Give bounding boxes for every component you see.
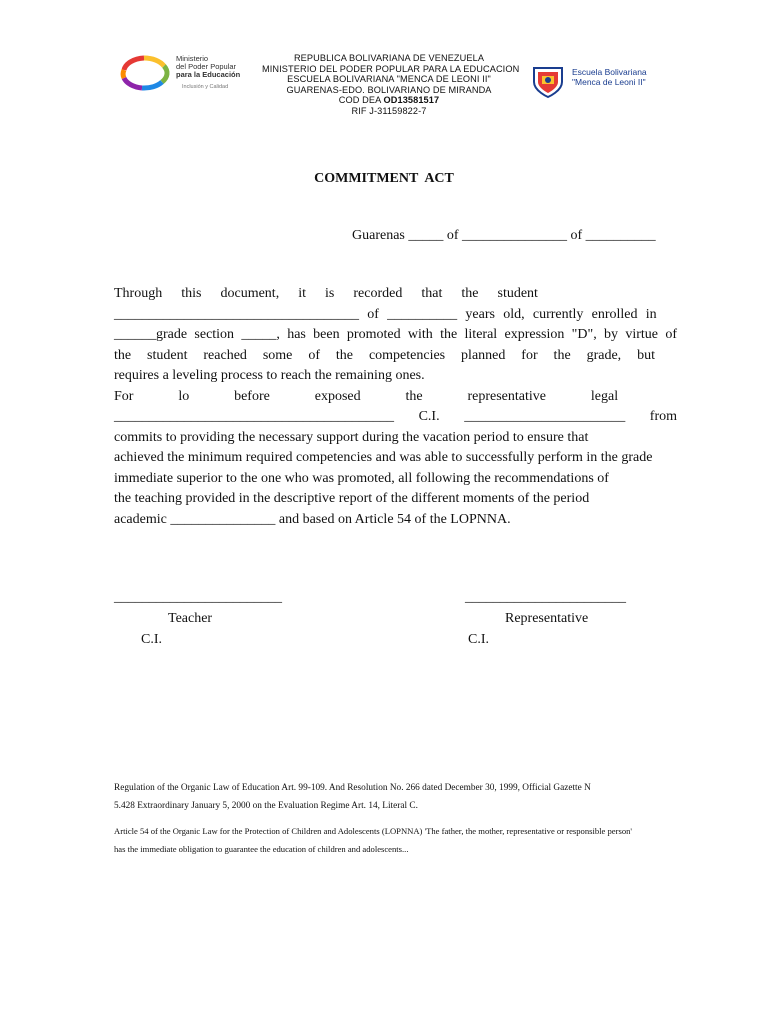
ci-blank: _______________________ xyxy=(464,409,626,424)
p1-line-1 xyxy=(114,284,677,305)
document-title: COMMITMENT ACT xyxy=(314,171,454,186)
header-line-4: GUARENAS-EDO. BOLIVARIANO DE MIRANDA xyxy=(286,84,492,95)
footnote-2 xyxy=(114,822,632,858)
p2-line-5: immediate superior to the one who was promoted, all following the recommendations of xyxy=(114,470,609,486)
header-cod-prefix: COD DEA xyxy=(338,95,384,106)
word: currently xyxy=(532,306,584,322)
footnote-1 xyxy=(114,779,591,815)
word: recorded xyxy=(353,286,403,301)
paragraph-1 xyxy=(114,284,677,387)
footnote-2-line-2: has the immediate obligation to guarantee the education of children and adolescents... xyxy=(114,844,409,854)
word: old, xyxy=(503,306,525,322)
p2-line-4: achieved the minimum required competencies and was able to successfully perform in the grade xyxy=(114,450,653,465)
word: For xyxy=(114,388,134,404)
footnote-2-line-1: Article 54 of the Organic Law for the Protection of Children and Adolescents (LOPNNA) 'The father, the mother, representative or responsible person' xyxy=(114,826,632,836)
p1-line-3: ______grade section _____, has been promoted with the literal expression "D", by virtue of xyxy=(114,327,677,342)
age-blank: __________ xyxy=(387,306,458,322)
representative-signature-line: _______________________ xyxy=(465,590,626,605)
header-cod-value: OD13581517 xyxy=(383,95,440,106)
school-logo-line1: Escuela Bolivariana xyxy=(572,67,647,77)
word: document, xyxy=(220,286,280,301)
footnote-1-line-2: 5.428 Extraordinary January 5, 2000 on the Evaluation Regime Art. 14, Literal C. xyxy=(114,801,418,811)
word: this xyxy=(181,286,202,301)
word: exposed xyxy=(314,388,361,404)
representative-label: Representative xyxy=(505,611,589,626)
teacher-label: Teacher xyxy=(168,611,213,626)
word: representative xyxy=(467,388,546,404)
word: in xyxy=(645,306,657,322)
school-logo-text xyxy=(572,67,647,87)
word: years xyxy=(465,306,495,322)
p1-line-5: requires a leveling process to reach the remaining ones. xyxy=(114,368,425,383)
header-line-2: MINISTERIO DEL PODER POPULAR PARA LA EDUCACION xyxy=(262,63,520,74)
word: is xyxy=(325,286,335,301)
p1-line-2 xyxy=(114,305,677,326)
representative-ci-label: C.I. xyxy=(468,632,489,647)
teacher-signature-line: ________________________ xyxy=(114,590,282,605)
word: of xyxy=(367,306,379,322)
word: it xyxy=(298,286,306,301)
school-shield-icon xyxy=(530,64,566,100)
ministry-logo-line1: Ministerio xyxy=(176,54,209,63)
word: legal xyxy=(590,388,619,404)
ministry-logo-line3: para la Educación xyxy=(176,70,241,79)
teacher-ci-label: C.I. xyxy=(141,632,162,647)
date-line: Guarenas _____ of _______________ of __________ xyxy=(352,228,656,243)
ministry-logo-text xyxy=(176,55,240,91)
p1-line-4: the student reached some of the competencies planned for the grade, but xyxy=(114,347,655,363)
word: student xyxy=(497,286,538,301)
p2-line-7: academic _______________ and based on Article 54 of the LOPNNA. xyxy=(114,511,511,527)
word: Through xyxy=(114,286,163,301)
footnote-1-line-1: Regulation of the Organic Law of Education Art. 99-109. And Resolution No. 266 dated December 30, 1999, Official Gazette N xyxy=(114,783,591,793)
word: the xyxy=(405,388,423,404)
word: that xyxy=(421,286,443,301)
header-line-3: ESCUELA BOLIVARIANA "MENCA DE LEONI II" xyxy=(287,74,491,85)
word: lo xyxy=(178,388,190,404)
student-name-blank: ___________________________________ xyxy=(114,306,359,322)
spacer xyxy=(557,284,677,305)
ministry-logo-tagline: Inclusión y Calidad xyxy=(182,84,229,90)
word: before xyxy=(234,388,270,404)
document-header xyxy=(262,53,520,117)
school-logo xyxy=(528,62,678,102)
p2-line-6: the teaching provided in the descriptive report of the different moments of the period xyxy=(114,491,590,506)
ministry-logo-line2: del Poder Popular xyxy=(176,62,237,71)
word: from xyxy=(649,409,677,424)
paragraph-2 xyxy=(114,387,677,531)
p2-line-1 xyxy=(114,387,677,408)
ministry-logo xyxy=(118,52,258,100)
school-logo-line2: "Menca de Leoni II" xyxy=(572,77,646,87)
spacer xyxy=(663,387,677,408)
header-line-1: REPUBLICA BOLIVARIANA DE VENEZUELA xyxy=(293,53,485,63)
p2-line-2 xyxy=(114,407,677,428)
header-cod xyxy=(262,95,516,106)
document-body xyxy=(114,284,677,530)
representative-name-blank: ________________________________________ xyxy=(114,409,394,424)
spacer xyxy=(665,305,677,326)
word: C.I. xyxy=(418,409,440,424)
word: the xyxy=(461,286,479,301)
p2-line-3: commits to providing the necessary support during the vacation period to ensure that xyxy=(114,429,589,445)
header-rif: RIF J-31159822-7 xyxy=(351,105,427,116)
word: enrolled xyxy=(591,306,638,322)
